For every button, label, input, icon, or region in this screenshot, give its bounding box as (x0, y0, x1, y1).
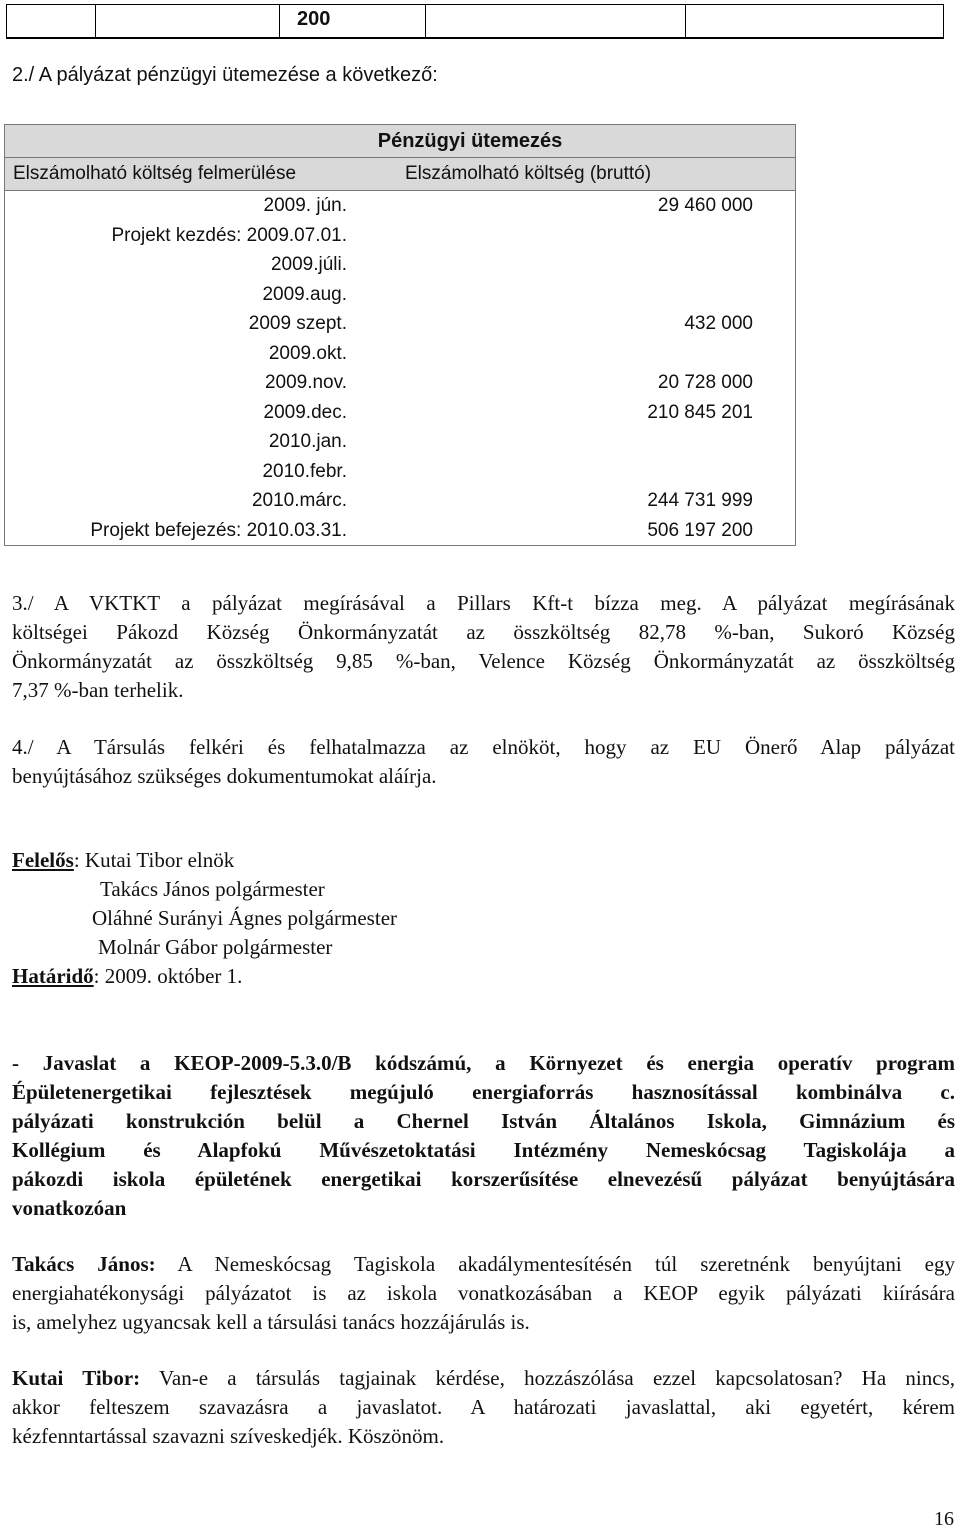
proposal-line: pákozdi iskola épületének energetikai korszerűsítése elnevezésű pályázat benyújtására (12, 1167, 955, 1191)
para3-line: költségei Pákozd Község Önkormányzatát az összköltség 82,78 %-ban, Sukoró Község (12, 620, 955, 644)
schedule-row (5, 191, 795, 221)
schedule-row (5, 398, 795, 428)
col1-header: Elszámolható költség felmerülése (13, 163, 297, 184)
schedule-date: Projekt kezdés: 2009.07.01. (111, 224, 347, 246)
schedule-date: 2009.júli. (270, 254, 347, 275)
schedule-row (5, 427, 795, 457)
responsible-person: Takács János polgármester (100, 877, 325, 901)
para3-line: Önkormányzatát az összköltség 9,85 %-ban, Velence Község Önkormányzatát az összköltség (12, 649, 955, 673)
responsible-person: Molnár Gábor polgármester (98, 935, 333, 959)
kutai-text: Van-e a társulás tagjainak kérdése, hozzászólása ezzel kapcsolatosan? Ha nincs, (140, 1366, 955, 1390)
proposal-line: Épületenergetikai fejlesztések megújuló energiaforrás hasznosítással kombinálva c. (12, 1080, 955, 1104)
schedule-date: 2009 szept. (248, 313, 347, 334)
schedule-amount: 432 000 (684, 313, 753, 334)
kutai-speaker: Kutai Tibor: (12, 1366, 141, 1390)
intro-text: 2./ A pályázat pénzügyi ütemezése a következő: (12, 64, 438, 86)
schedule-row (5, 309, 795, 339)
schedule-date: 2009.aug. (262, 283, 347, 305)
schedule-amount (397, 427, 795, 457)
kutai-paragraph (12, 1364, 955, 1451)
schedule-amount (397, 339, 795, 369)
para3-line: 3./ A VKTKT a pályázat megírásával a Pillars Kft-t bízza meg. A pályázat megírásának (12, 591, 955, 615)
takacs-speaker: Takács János: (12, 1252, 156, 1276)
takacs-line: energiahatékonysági pályázatot is az iskola vonatkozásában a KEOP egyik pályázati kiírására (12, 1281, 955, 1305)
proposal-heading (12, 1049, 955, 1223)
para4-line: benyújtásához szükséges dokumentumokat aláírja. (12, 764, 437, 788)
para4-line: 4./ A Társulás felkéri és felhatalmazza az elnököt, hogy az EU Önerő Alap pályázat (12, 735, 955, 759)
responsible-first: : Kutai Tibor elnök (73, 848, 235, 872)
schedule-amount: 244 731 999 (647, 490, 753, 511)
schedule-amount: 29 460 000 (657, 195, 753, 216)
deadline-label: Határidő (12, 964, 94, 988)
schedule-amount (397, 250, 795, 280)
schedule-date: 2009.dec. (263, 401, 347, 423)
schedule-amount: 20 728 000 (657, 372, 753, 393)
responsible-person: Oláhné Surányi Ágnes polgármester (92, 906, 398, 930)
schedule-date: 2010.jan. (268, 431, 347, 452)
schedule-row (5, 457, 795, 487)
kutai-line: akkor felteszem szavazásra a javaslatot. A határozati javaslattal, aki egyetért, kérem (12, 1395, 955, 1419)
proposal-line: Kollégium és Alapfokú Művészetoktatási Intézmény Nemeskócsag Tagiskolája a (12, 1138, 955, 1162)
schedule-date: 2010.márc. (251, 490, 347, 511)
schedule-date: 2009. jún. (263, 195, 347, 216)
paragraph-3 (12, 589, 955, 705)
proposal-line: vonatkozóan (12, 1196, 127, 1220)
deadline-value: : 2009. október 1. (93, 964, 243, 988)
schedule-amount: 506 197 200 (647, 519, 753, 541)
schedule-row (5, 250, 795, 280)
schedule-date: 2009.nov. (264, 372, 347, 393)
schedule-table (4, 124, 796, 546)
schedule-row (5, 221, 795, 251)
schedule-amount: 210 845 201 (647, 401, 753, 423)
takacs-text: A Nemeskócsag Tagiskola akadálymentesítésén túl szeretnénk benyújtani egy (155, 1252, 955, 1276)
schedule-body (4, 191, 796, 546)
responsible-label: Felelős (12, 848, 74, 872)
schedule-amount (397, 280, 795, 310)
proposal-line: - Javaslat a KEOP-2009-5.3.0/B kódszámú, a Környezet és energia operatív program (12, 1051, 955, 1075)
schedule-amount (397, 457, 795, 487)
schedule-date: 2009.okt. (268, 342, 347, 364)
top-table-strip (6, 4, 944, 39)
responsible-block (12, 846, 397, 991)
schedule-row (5, 486, 795, 516)
schedule-row (5, 280, 795, 310)
page-number: 16 (934, 1508, 954, 1530)
schedule-header-row (4, 157, 796, 191)
schedule-date: Projekt befejezés: 2010.03.31. (90, 519, 347, 541)
takacs-paragraph (12, 1250, 955, 1337)
paragraph-4 (12, 733, 955, 791)
schedule-date: 2010.febr. (262, 460, 347, 482)
takacs-line: is, amelyhez ugyancsak kell a társulási tanács hozzájárulás is. (12, 1310, 530, 1334)
top-strip-value: 200 (297, 8, 331, 30)
col2-header: Elszámolható költség (bruttó) (405, 163, 652, 184)
kutai-line: kézfenntartással szavazni szíveskedjék. Köszönöm. (12, 1424, 445, 1448)
schedule-amount (397, 221, 795, 251)
schedule-row (5, 516, 795, 546)
schedule-row (5, 339, 795, 369)
schedule-title: Pénzügyi ütemezés (4, 124, 796, 157)
proposal-line: pályázati konstrukción belül a Chernel István Általános Iskola, Gimnázium és (12, 1109, 955, 1133)
para3-line: 7,37 %-ban terhelik. (12, 678, 184, 702)
schedule-row (5, 368, 795, 398)
